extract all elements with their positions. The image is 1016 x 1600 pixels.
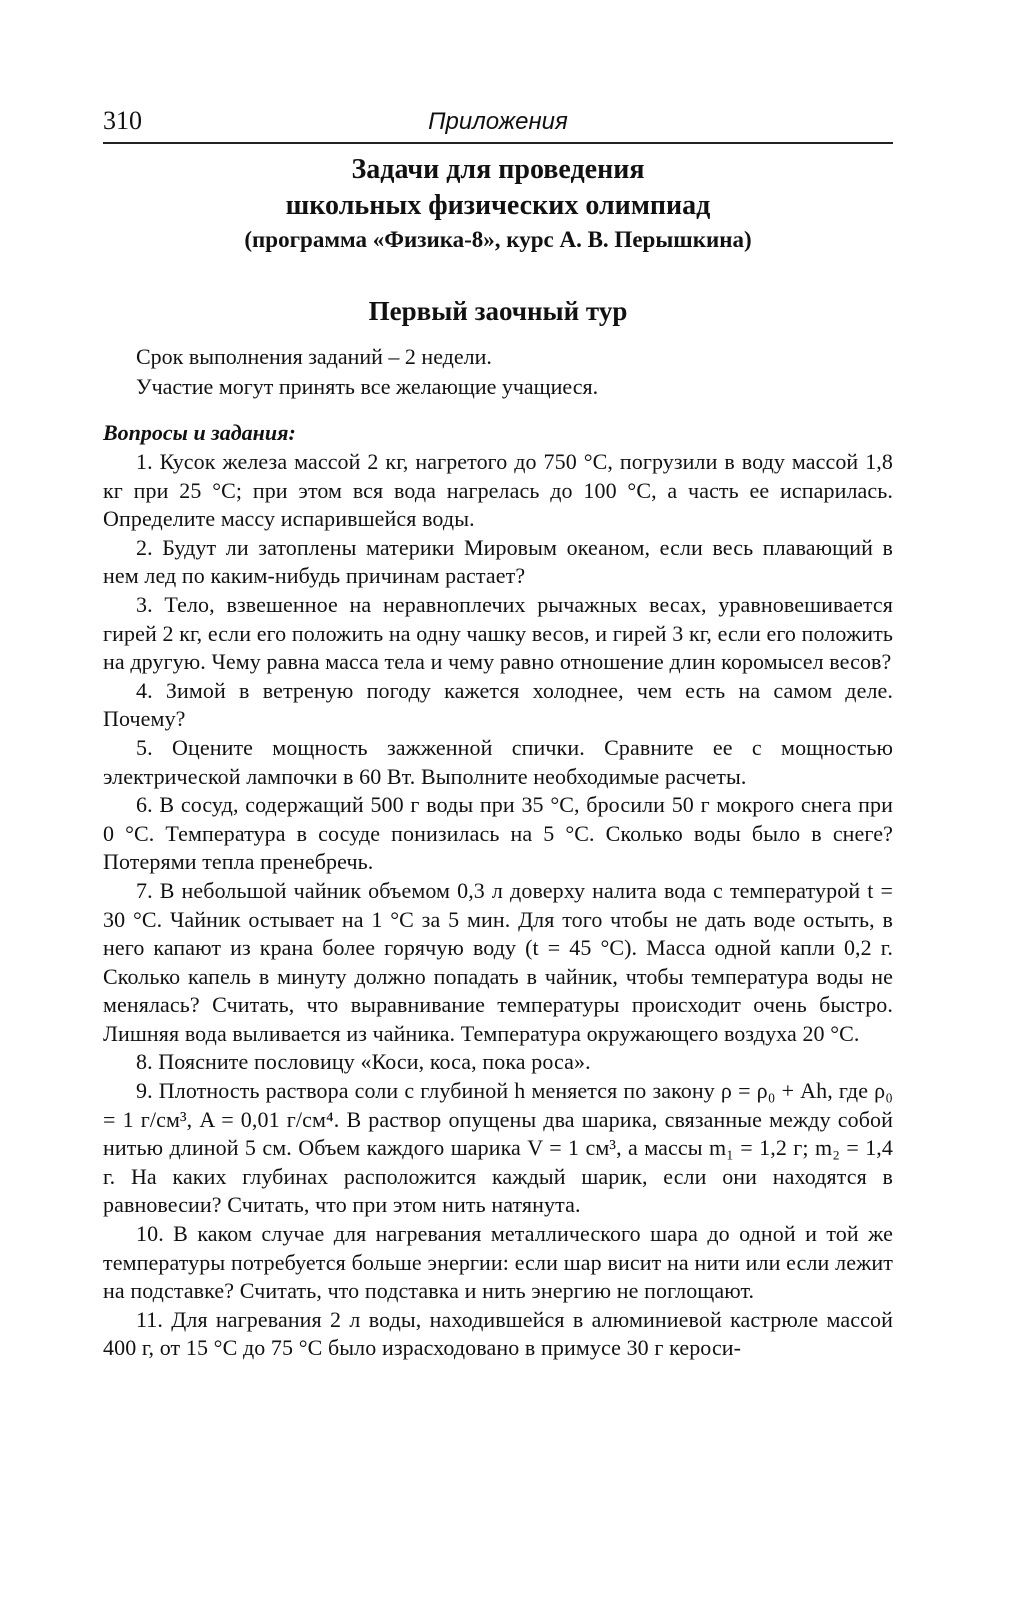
- title-line-1: Задачи для проведения: [351, 154, 645, 185]
- task-item: 3. Тело, взвешенное на неравноплечих рычажных весах, уравновешивается гирей 2 кг, если его положить на одну чашку весов, и гирей 3 кг, если его положить на другую. Чему равна масса тела и чему равно отношение длин коромысел весов?: [103, 591, 893, 675]
- running-title: Приложения: [428, 108, 568, 135]
- task-item: 5. Оцените мощность зажженной спички. Сравните ее с мощностью электрической лампочки в 60 Вт. Выполните необходимые расчеты.: [103, 734, 893, 789]
- tasks-heading: Вопросы и задания:: [103, 420, 296, 445]
- participants-text: Участие могут принять все желающие учащиеся.: [136, 374, 599, 399]
- task-item: 8. Поясните пословицу «Коси, коса, пока роса».: [136, 1049, 591, 1075]
- title-line-2: школьных физических олимпиад: [285, 190, 711, 221]
- chapter-title: [103, 152, 893, 256]
- task-list: [103, 448, 893, 1363]
- intro-block: [103, 342, 893, 402]
- task-item: 6. В сосуд, содержащий 500 г воды при 35 °С, бросили 50 г мокрого снега при 0 °С. Температура в сосуде понизилась на 5 °С. Сколько воды было в снеге? Потерями тепла пренебречь.: [103, 792, 893, 875]
- page-number: 310: [103, 106, 142, 135]
- section-title: Первый заочный тур: [368, 296, 628, 326]
- task-item: 4. Зимой в ветреную погоду кажется холоднее, чем есть на самом деле. Почему?: [103, 677, 893, 732]
- task-item: 9. Плотность раствора соли с глубиной h меняется по закону ρ = ρ₀ + Ah, где ρ₀ = 1 г/см³, A = 0,01 г/см⁴. В раствор опущены два шарика, связанные между собой нитью длиной 5 см. Объем каждого шарика V = 1 см³, а массы m₁ = 1,2 г; m₂ = 1,4 г. На каких глубинах расположится каждый шарик, если они находятся в равновесии? Считать, что при этом нить натянута.: [103, 1078, 893, 1218]
- task-item: 1. Кусок железа массой 2 кг, нагретого до 750 °С, погрузили в воду массой 1,8 кг при 25 °С; при этом вся вода нагрелась до 100 °С, а часть ее испарилась. Определите массу испарившейся воды.: [103, 449, 893, 532]
- task-item: 7. В небольшой чайник объемом 0,3 л доверху налита вода с температурой t = 30 °С. Чайник остывает на 1 °С за 5 мин. Для того чтобы не дать воде остыть, в него капают из крана более горячую воду (t = 45 °С). Масса одной капли 0,2 г. Сколько капель в минуту должно попадать в чайник, чтобы температура воды не менялась? Считать, что выравнивание температуры происходит очень быстро. Лишняя вода выливается из чайника. Температура окружающего воздуха 20 °С.: [103, 877, 893, 1046]
- deadline-text: Срок выполнения заданий – 2 недели.: [136, 344, 492, 369]
- running-header: [103, 100, 893, 144]
- task-item: 2. Будут ли затоплены материки Мировым океаном, если весь плавающий в нем лед по каким-нибудь причинам растает?: [103, 534, 893, 589]
- task-item: 11. Для нагревания 2 л воды, находившейся в алюминиевой кастрюле массой 400 г, от 15 °С до 75 °С было израсходовано в примусе 30 г кероси-: [103, 1306, 893, 1361]
- book-page: [103, 100, 893, 1580]
- task-item: 10. В каком случае для нагревания металлического шара до одной и той же температуры потребуется больше энергии: если шар висит на нити или если лежит на подставке? Считать, что подставка и нить энергию не поглощают.: [103, 1221, 893, 1304]
- title-subtitle: (программа «Физика-8», курс А. В. Перышкина): [244, 227, 752, 252]
